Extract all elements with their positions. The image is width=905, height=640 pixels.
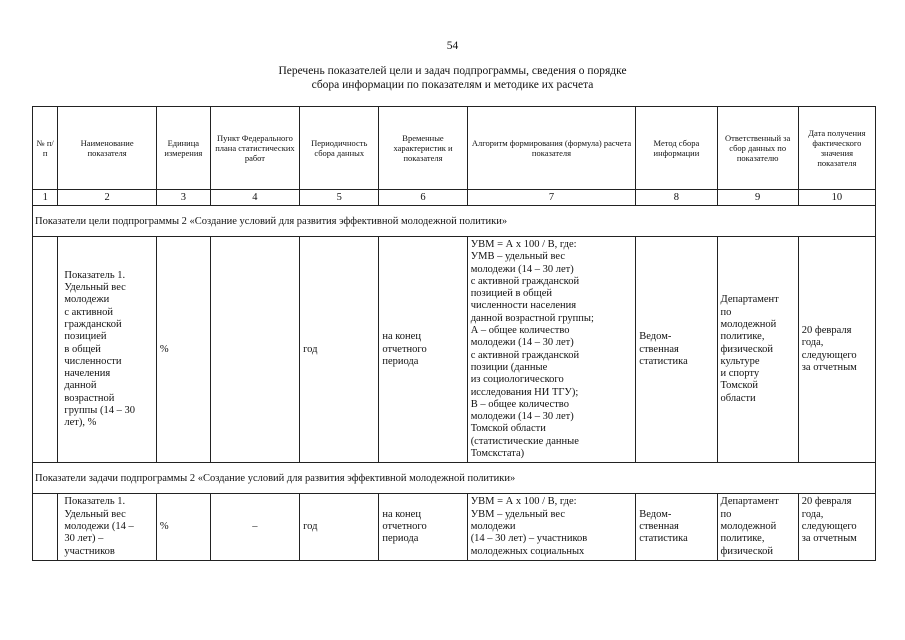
cell-line: молодежи xyxy=(64,294,110,306)
cell-line: (статистические данные xyxy=(470,435,579,447)
plan-item-cell xyxy=(210,237,299,463)
column-number: 3 xyxy=(156,190,210,206)
method-cell xyxy=(636,494,717,560)
unit-cell: % xyxy=(156,237,210,463)
cell-line: данной xyxy=(64,380,97,392)
responsible-cell xyxy=(717,237,798,463)
cell-line: по xyxy=(720,306,732,318)
date-cell xyxy=(798,494,875,560)
column-number: 8 xyxy=(636,190,717,206)
table-row xyxy=(33,237,876,463)
header-cell-time: Временные характеристик и показателя xyxy=(379,107,467,190)
cell-line: Ведом- xyxy=(639,508,672,520)
cell-line: 30 лет) – xyxy=(64,533,104,545)
header-cell-method: Метод сбора информации xyxy=(636,107,717,190)
column-number: 7 xyxy=(467,190,636,206)
cell-line: Показатель 1. xyxy=(64,496,126,508)
cell-line: Томскстата) xyxy=(470,448,525,460)
cell-line: из социологического xyxy=(470,374,564,386)
title-line-2: сбора информации по показателям и методике их расчета xyxy=(311,79,594,91)
cell-line: Показатель 1. xyxy=(64,269,126,281)
cell-line: отчетного xyxy=(382,520,427,532)
cell-line: Департамент xyxy=(720,496,779,508)
header-cell-unit: Единица измерения xyxy=(156,107,210,190)
header-cell-num: № п/п xyxy=(33,107,58,190)
responsible-cell xyxy=(717,494,798,560)
cell-line: данной возрастной группы; xyxy=(470,312,594,324)
row-number-cell xyxy=(33,494,58,560)
row-number-cell xyxy=(33,237,58,463)
section-heading-task: Показатели задачи подпрограммы 2 «Создание условий для развития эффективной молодежной политики» xyxy=(33,463,876,494)
cell-line: молодежи (14 – 30 лет) xyxy=(470,411,574,423)
cell-line: 20 февраля xyxy=(801,496,852,508)
cell-line: культуре xyxy=(720,355,760,367)
document-title xyxy=(0,64,905,92)
cell-line: УВМ = А x 100 / В, где: xyxy=(470,496,577,508)
cell-line: УВМ – удельный вес xyxy=(470,508,565,520)
cell-line: Удельный вес xyxy=(64,282,126,294)
cell-line: на конец xyxy=(382,508,421,520)
cell-line: с активной гражданской xyxy=(470,349,580,361)
method-cell xyxy=(636,237,717,463)
cell-line: за отчетным xyxy=(801,533,857,545)
column-number-row xyxy=(33,190,876,206)
column-number: 2 xyxy=(58,190,157,206)
page-number: 54 xyxy=(446,40,459,52)
cell-line: молодежных социальных xyxy=(470,545,585,557)
cell-line: года, xyxy=(801,508,824,520)
cell-line: молодежи xyxy=(470,520,516,532)
plan-item-cell: – xyxy=(210,494,299,560)
cell-line: В – общее количество xyxy=(470,398,569,410)
section-row-task xyxy=(33,463,876,494)
cell-line: на конец xyxy=(382,331,421,343)
time-characteristic-cell xyxy=(379,237,467,463)
cell-line: (14 – 30 лет) – участников xyxy=(470,533,588,545)
header-row xyxy=(33,107,876,190)
cell-line: по xyxy=(720,508,732,520)
cell-line: периода xyxy=(382,355,419,367)
cell-line: группы (14 – 30 xyxy=(64,405,135,416)
cell-line: лет), % xyxy=(64,417,97,429)
column-number: 6 xyxy=(379,190,467,206)
indicators-table xyxy=(32,106,876,561)
cell-line: следующего xyxy=(801,349,857,361)
cell-line: возрастной xyxy=(64,392,115,404)
title-line-1: Перечень показателей цели и задач подпрограммы, сведения о порядке xyxy=(278,65,627,77)
header-cell-periodicity: Периодичность сбора данных xyxy=(300,107,379,190)
section-heading-goal: Показатели цели подпрограммы 2 «Создание условий для развития эффективной молодежной политики» xyxy=(33,206,876,237)
algorithm-cell xyxy=(467,494,636,560)
cell-line: и спорту xyxy=(720,368,760,380)
periodicity-cell: год xyxy=(300,494,379,560)
cell-line: гражданской xyxy=(64,318,122,330)
indicator-name-cell xyxy=(58,237,157,463)
cell-line: молодежной xyxy=(720,318,777,330)
cell-line: политике, xyxy=(720,331,765,343)
cell-line: молодежной xyxy=(720,520,777,532)
cell-line: А – общее количество xyxy=(470,325,570,337)
cell-line: области xyxy=(720,392,756,404)
cell-line: физической xyxy=(720,545,774,557)
cell-line: молодежи (14 – xyxy=(64,520,134,532)
cell-line: с активной xyxy=(64,306,113,318)
cell-line: в общей xyxy=(64,343,101,355)
cell-line: года, xyxy=(801,337,824,349)
column-number: 10 xyxy=(798,190,875,206)
cell-line: статистика xyxy=(639,355,688,367)
cell-line: отчетного xyxy=(382,343,427,355)
algorithm-cell xyxy=(467,237,636,463)
cell-line: молодежи (14 – 30 лет) xyxy=(470,263,574,275)
periodicity-cell: год xyxy=(300,237,379,463)
cell-line: исследования НИ ТГУ); xyxy=(470,386,579,398)
header-cell-name: Наименование показателя xyxy=(58,107,157,190)
cell-line: УМВ – удельный вес xyxy=(470,251,565,263)
cell-line: позицией в общей xyxy=(470,288,553,300)
column-number: 4 xyxy=(210,190,299,206)
cell-line: начеления xyxy=(64,368,111,380)
cell-line: 20 февраля xyxy=(801,325,852,337)
cell-line: Томской xyxy=(720,380,758,392)
cell-line: Томской области xyxy=(470,423,546,435)
cell-line: Ведом- xyxy=(639,331,672,343)
cell-line: за отчетным xyxy=(801,361,857,373)
cell-line: статистика xyxy=(639,533,688,545)
header-cell-responsible: Ответственный за сбор данных по показателю xyxy=(717,107,798,190)
header-cell-date: Дата получения фактического значения показателя xyxy=(798,107,875,190)
cell-line: численности населения xyxy=(470,300,577,312)
cell-line: Департамент xyxy=(720,294,779,306)
unit-cell: % xyxy=(156,494,210,560)
cell-line: периода xyxy=(382,533,419,545)
cell-line: участников xyxy=(64,545,115,557)
cell-line: ственная xyxy=(639,520,679,532)
cell-line: молодежи (14 – 30 лет) xyxy=(470,337,574,349)
cell-line: УВМ = А x 100 / В, где: xyxy=(470,239,577,250)
section-row-goal xyxy=(33,206,876,237)
header-cell-plan-item: Пункт Федерального плана статистических работ xyxy=(210,107,299,190)
cell-line: политике, xyxy=(720,533,765,545)
cell-line: следующего xyxy=(801,520,857,532)
column-number: 5 xyxy=(300,190,379,206)
table-row xyxy=(33,494,876,560)
time-characteristic-cell xyxy=(379,494,467,560)
cell-line: позиции (данные xyxy=(470,361,548,373)
column-number: 9 xyxy=(717,190,798,206)
cell-line: с активной гражданской xyxy=(470,275,580,287)
cell-line: физической xyxy=(720,343,774,355)
cell-line: Удельный вес xyxy=(64,508,126,520)
column-number: 1 xyxy=(33,190,58,206)
cell-line: позицией xyxy=(64,331,107,343)
date-cell xyxy=(798,237,875,463)
indicator-name-cell xyxy=(58,494,157,560)
header-cell-algorithm: Алгоритм формирования (формула) расчета показателя xyxy=(467,107,636,190)
cell-line: ственная xyxy=(639,343,679,355)
cell-line: численности xyxy=(64,355,122,367)
